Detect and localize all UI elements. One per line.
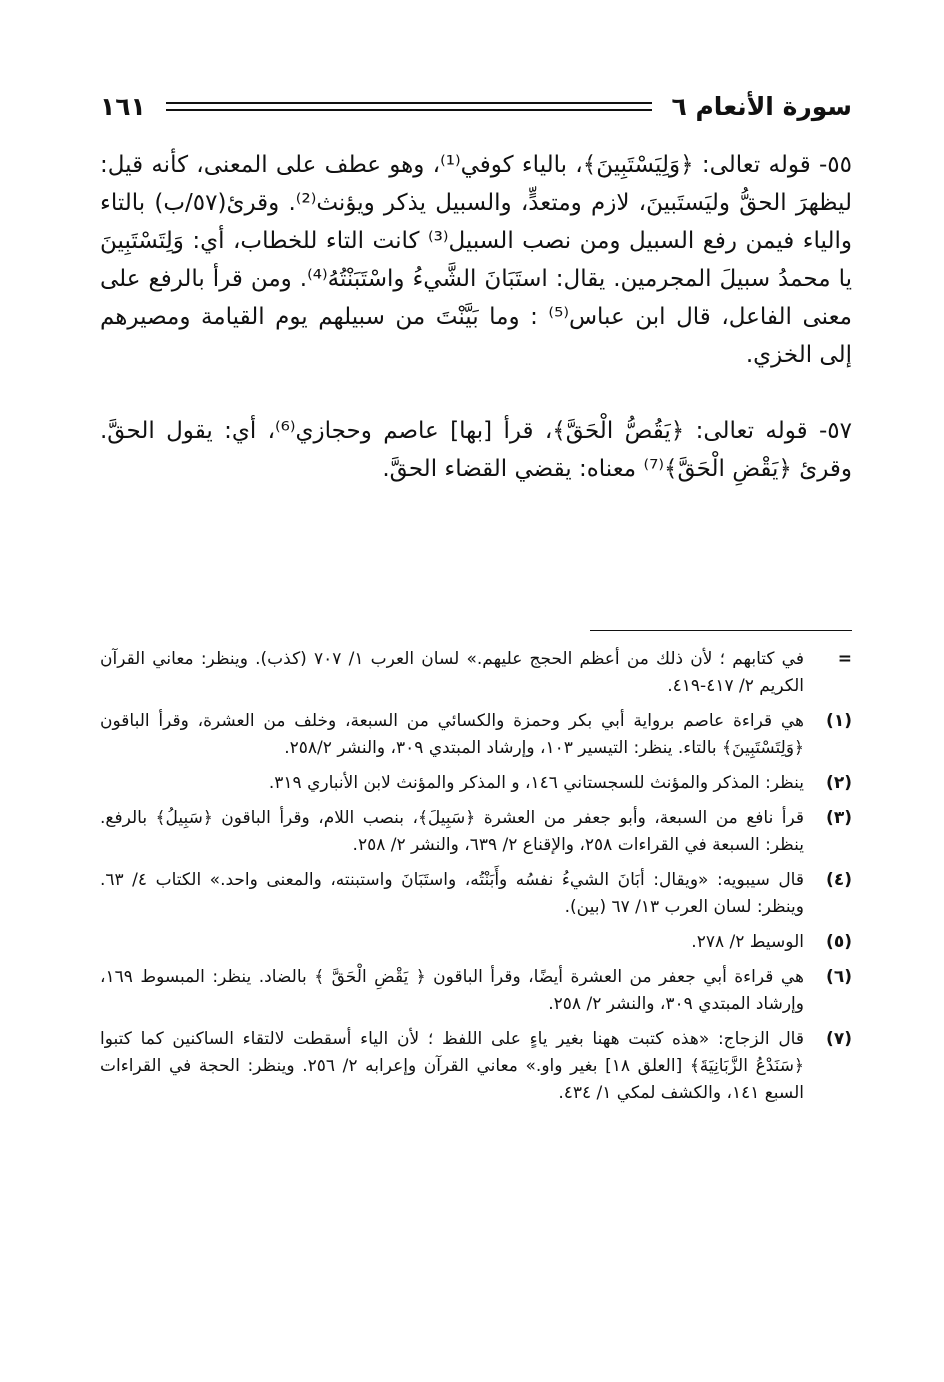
footnote-3	[100, 805, 852, 859]
footnote-mark: (٣)	[826, 808, 852, 828]
footnote-5	[100, 929, 852, 956]
footnote-mark: (١)	[826, 711, 852, 731]
surah-title: سورة الأنعام ٦	[671, 91, 852, 121]
footnote-text: الوسيط ٢/ ٢٧٨.	[691, 932, 804, 952]
footnote-2	[100, 770, 852, 797]
footnote-mark: (٧)	[826, 1029, 852, 1049]
footnote-text: قال الزجاج: «هذه كتبت ههنا بغير ياءٍ على اللفظ ؛ لأن الياء أسقطت لالتقاء الساكنين كما كتبوا ﴿سَنَدْعُ الزَّبَانِيَةَ﴾ [العلق ١٨] بغير واو.» معاني القرآن وإعرابه ٢/ ٢٥٦. وينظر: الحجة في القراءات السبع ١٤١، والكشف لمكي ١/ ٤٣٤.	[100, 1029, 804, 1103]
footnote-text: قال سيبويه: «ويقال: أبَانَ الشيءُ نفسُه وأَبَنْتُه، واستَبَانَ واستبنته، والمعنى واحد.» الكتاب ٤/ ٦٣. وينظر: لسان العرب ١٣/ ٦٧ (بين).	[100, 870, 804, 917]
footnote-separator	[590, 630, 852, 631]
footnote-text: ينظر: المذكر والمؤنث للسجستاني ١٤٦، و المذكر والمؤنث لابن الأنباري ٣١٩.	[268, 773, 804, 793]
paragraph-verse-55: ٥٥- قوله تعالى: ﴿وَلِيَسْتَبِينَ﴾، بالياء كوفي⁽¹⁾، وهو عطف على المعنى، كأنه قيل: ليظهرَ الحقُّ وليَستَبينَ، لازم ومتعدٍّ، والسبيل يذكر ويؤنث⁽²⁾. وقرئ(٥٧/ب) بالتاء والياء فيمن رفع السبيل ومن نصب السبيل⁽³⁾ كانت التاء للخطاب، أي: وَلِتَسْتَبِينَ يا محمدُ سبيلَ المجرمين. يقال: استَبَانَ الشَّيءُ واسْتَبَنْتُهُ⁽⁴⁾. ومن قرأ بالرفع على معنى الفاعل، قال ابن عباس⁽⁵⁾ : وما بَيَّنْتَ من سبيلهم يوم القيامة ومصيرهم إلى الخزي.	[100, 152, 852, 368]
footnote-continuation	[100, 646, 852, 700]
main-text	[100, 146, 852, 488]
paragraph-verse-57: ٥٧- قوله تعالى: ﴿يَقُصُّ الْحَقَّ﴾، قرأ [بها] عاصم وحجازي⁽⁶⁾، أي: يقول الحقَّ. وقرئ ﴿يَقْضِ الْحَقَّ﴾⁽⁷⁾ معناه: يقضي القضاء الحقَّ.	[100, 418, 853, 482]
page-number: ١٦١	[100, 91, 146, 121]
footnote-mark: (٤)	[826, 870, 852, 890]
footnote-mark: (٥)	[826, 932, 852, 952]
page-header	[100, 84, 852, 128]
footnote-text: قرأ نافع من السبعة، وأبو جعفر من العشرة ﴿سَبِيلَ﴾، بنصب اللام، وقرأ الباقون ﴿سَبِيلُ﴾ بالرفع. ينظر: السبعة في القراءات ٢٥٨، والإقناع ٢/ ٦٣٩، والنشر ٢/ ٢٥٨.	[100, 808, 804, 855]
footnote-mark: =	[837, 649, 852, 669]
footnote-mark: (٦)	[826, 967, 852, 987]
footnote-6	[100, 964, 852, 1018]
footnote-text: هي قراءة عاصم برواية أبي بكر وحمزة والكسائي من السبعة، وخلف من العشرة، وقرأ الباقون ﴿وَلِتَسْتَبِينَ﴾ بالتاء. ينظر: التيسير ١٠٣، وإرشاد المبتدي ٣٠٩، والنشر ٢٥٨/٢.	[100, 711, 804, 758]
header-double-rule	[166, 102, 652, 111]
footnote-mark: (٢)	[826, 773, 852, 793]
footnote-1	[100, 708, 852, 762]
footnote-text: هي قراءة أبي جعفر من العشرة أيضًا، وقرأ الباقون ﴿ يَقْضِ الْحَقَّ ﴾ بالضاد. ينظر: المبسوط ١٦٩، وإرشاد المبتدي ٣٠٩، والنشر ٢/ ٢٥٨.	[100, 967, 804, 1014]
footnote-text: في كتابهم ؛ لأن ذلك من أعظم الحجج عليهم.» لسان العرب ١/ ٧٠٧ (كذب). وينظر: معاني القرآن الكريم ٢/ ٤١٧-٤١٩.	[100, 649, 804, 696]
footnotes	[100, 646, 852, 1115]
footnote-7	[100, 1026, 852, 1107]
footnote-4	[100, 867, 852, 921]
